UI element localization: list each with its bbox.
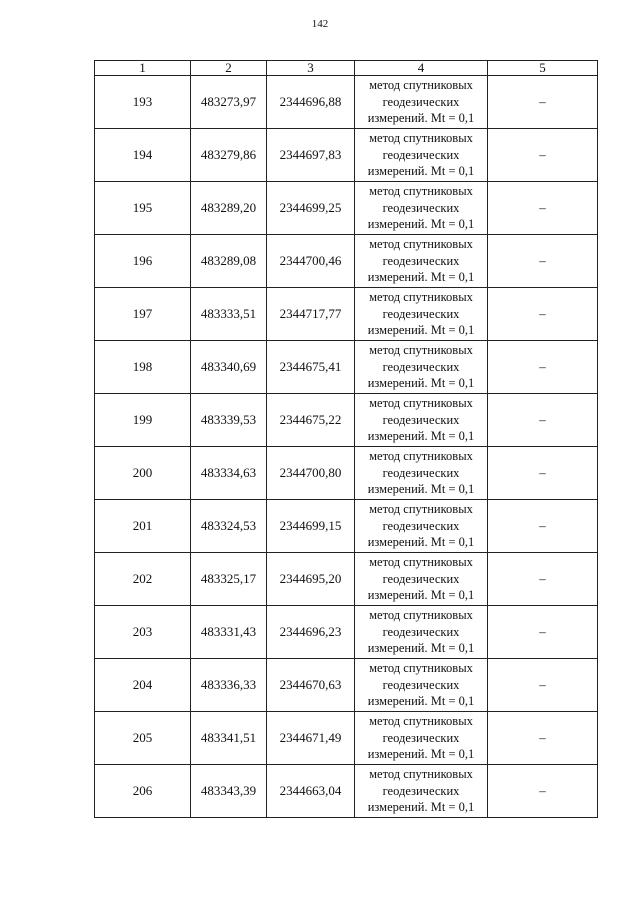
notes-cell: – — [488, 606, 598, 659]
point-number-cell: 202 — [95, 553, 191, 606]
point-number-cell: 204 — [95, 659, 191, 712]
method-cell — [355, 659, 488, 712]
notes-cell: – — [488, 341, 598, 394]
method-cell — [355, 182, 488, 235]
table-row — [95, 76, 598, 129]
table-row — [95, 712, 598, 765]
x-coordinate-cell: 483341,51 — [191, 712, 267, 765]
method-line: измерений. Mt = 0,1 — [367, 694, 475, 709]
method-line: метод спутниковых — [369, 237, 473, 252]
method-line: измерений. Mt = 0,1 — [367, 482, 475, 497]
notes-cell: – — [488, 553, 598, 606]
method-line: геодезических — [382, 677, 460, 692]
table-header-row — [95, 61, 598, 76]
table-row — [95, 447, 598, 500]
method-line: метод спутниковых — [369, 767, 473, 782]
table-row — [95, 659, 598, 712]
point-number-cell: 196 — [95, 235, 191, 288]
table-row — [95, 341, 598, 394]
point-number-cell: 195 — [95, 182, 191, 235]
notes-cell: – — [488, 447, 598, 500]
method-line: измерений. Mt = 0,1 — [367, 747, 475, 762]
header-col-3: 3 — [267, 61, 355, 76]
table-row — [95, 765, 598, 818]
point-number-cell: 205 — [95, 712, 191, 765]
notes-cell: – — [488, 76, 598, 129]
method-cell — [355, 129, 488, 182]
method-line: метод спутниковых — [369, 714, 473, 729]
x-coordinate-cell: 483340,69 — [191, 341, 267, 394]
method-line: метод спутниковых — [369, 502, 473, 517]
method-line: геодезических — [382, 94, 460, 109]
method-line: метод спутниковых — [369, 449, 473, 464]
table-row — [95, 606, 598, 659]
table-body — [95, 76, 598, 818]
notes-cell: – — [488, 500, 598, 553]
table-row — [95, 500, 598, 553]
method-cell — [355, 394, 488, 447]
notes-cell: – — [488, 765, 598, 818]
method-line: метод спутниковых — [369, 290, 473, 305]
x-coordinate-cell: 483273,97 — [191, 76, 267, 129]
header-col-1: 1 — [95, 61, 191, 76]
table-row — [95, 182, 598, 235]
point-number-cell: 198 — [95, 341, 191, 394]
point-number-cell: 193 — [95, 76, 191, 129]
coordinates-table — [94, 60, 598, 818]
x-coordinate-cell: 483325,17 — [191, 553, 267, 606]
notes-cell: – — [488, 235, 598, 288]
method-cell — [355, 500, 488, 553]
y-coordinate-cell: 2344675,41 — [267, 341, 355, 394]
y-coordinate-cell: 2344670,63 — [267, 659, 355, 712]
method-line: измерений. Mt = 0,1 — [367, 535, 475, 550]
table-row — [95, 235, 598, 288]
method-line: измерений. Mt = 0,1 — [367, 588, 475, 603]
method-line: измерений. Mt = 0,1 — [367, 800, 475, 815]
y-coordinate-cell: 2344671,49 — [267, 712, 355, 765]
header-col-2: 2 — [191, 61, 267, 76]
notes-cell: – — [488, 182, 598, 235]
method-cell — [355, 235, 488, 288]
notes-cell: – — [488, 394, 598, 447]
method-line: измерений. Mt = 0,1 — [367, 270, 475, 285]
y-coordinate-cell: 2344700,80 — [267, 447, 355, 500]
x-coordinate-cell: 483336,33 — [191, 659, 267, 712]
method-line: измерений. Mt = 0,1 — [367, 217, 475, 232]
method-cell — [355, 765, 488, 818]
method-line: геодезических — [382, 306, 460, 321]
x-coordinate-cell: 483333,51 — [191, 288, 267, 341]
x-coordinate-cell: 483324,53 — [191, 500, 267, 553]
method-line: метод спутниковых — [369, 396, 473, 411]
page-number: 142 — [311, 18, 329, 30]
method-line: измерений. Mt = 0,1 — [367, 111, 475, 126]
x-coordinate-cell: 483343,39 — [191, 765, 267, 818]
method-line: геодезических — [382, 783, 460, 798]
x-coordinate-cell: 483289,20 — [191, 182, 267, 235]
point-number-cell: 203 — [95, 606, 191, 659]
y-coordinate-cell: 2344695,20 — [267, 553, 355, 606]
point-number-cell: 199 — [95, 394, 191, 447]
method-cell — [355, 288, 488, 341]
method-line: измерений. Mt = 0,1 — [367, 641, 475, 656]
method-line: геодезических — [382, 147, 460, 162]
method-line: геодезических — [382, 571, 460, 586]
notes-cell: – — [488, 659, 598, 712]
y-coordinate-cell: 2344675,22 — [267, 394, 355, 447]
method-line: метод спутниковых — [369, 131, 473, 146]
point-number-cell: 201 — [95, 500, 191, 553]
y-coordinate-cell: 2344699,15 — [267, 500, 355, 553]
x-coordinate-cell: 483289,08 — [191, 235, 267, 288]
method-line: измерений. Mt = 0,1 — [367, 323, 475, 338]
table-row — [95, 288, 598, 341]
notes-cell: – — [488, 288, 598, 341]
method-line: геодезических — [382, 624, 460, 639]
method-line: геодезических — [382, 359, 460, 374]
method-line: измерений. Mt = 0,1 — [367, 376, 475, 391]
header-col-4: 4 — [355, 61, 488, 76]
point-number-cell: 194 — [95, 129, 191, 182]
x-coordinate-cell: 483334,63 — [191, 447, 267, 500]
notes-cell: – — [488, 129, 598, 182]
method-line: геодезических — [382, 412, 460, 427]
method-line: метод спутниковых — [369, 78, 473, 93]
table-row — [95, 394, 598, 447]
x-coordinate-cell: 483331,43 — [191, 606, 267, 659]
method-cell — [355, 447, 488, 500]
y-coordinate-cell: 2344700,46 — [267, 235, 355, 288]
method-cell — [355, 712, 488, 765]
method-cell — [355, 341, 488, 394]
method-cell — [355, 76, 488, 129]
point-number-cell: 200 — [95, 447, 191, 500]
method-line: метод спутниковых — [369, 555, 473, 570]
x-coordinate-cell: 483279,86 — [191, 129, 267, 182]
method-line: метод спутниковых — [369, 184, 473, 199]
method-line: метод спутниковых — [369, 661, 473, 676]
point-number-cell: 197 — [95, 288, 191, 341]
y-coordinate-cell: 2344696,88 — [267, 76, 355, 129]
method-line: геодезических — [382, 730, 460, 745]
table-row — [95, 129, 598, 182]
table-row — [95, 553, 598, 606]
method-line: геодезических — [382, 200, 460, 215]
y-coordinate-cell: 2344696,23 — [267, 606, 355, 659]
method-line: измерений. Mt = 0,1 — [367, 164, 475, 179]
method-line: метод спутниковых — [369, 608, 473, 623]
method-line: геодезических — [382, 253, 460, 268]
y-coordinate-cell: 2344663,04 — [267, 765, 355, 818]
y-coordinate-cell: 2344697,83 — [267, 129, 355, 182]
method-line: геодезических — [382, 518, 460, 533]
y-coordinate-cell: 2344699,25 — [267, 182, 355, 235]
notes-cell: – — [488, 712, 598, 765]
header-col-5: 5 — [488, 61, 598, 76]
y-coordinate-cell: 2344717,77 — [267, 288, 355, 341]
method-line: измерений. Mt = 0,1 — [367, 429, 475, 444]
method-line: геодезических — [382, 465, 460, 480]
method-line: метод спутниковых — [369, 343, 473, 358]
x-coordinate-cell: 483339,53 — [191, 394, 267, 447]
method-cell — [355, 553, 488, 606]
method-cell — [355, 606, 488, 659]
point-number-cell: 206 — [95, 765, 191, 818]
